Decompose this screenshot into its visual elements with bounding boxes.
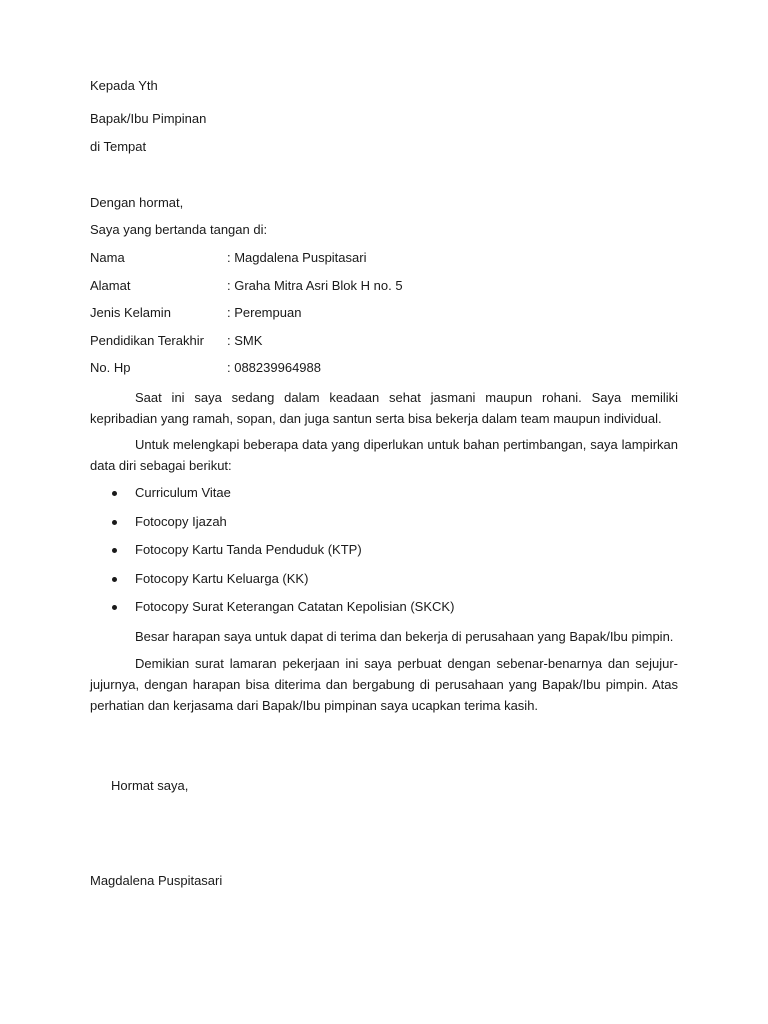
signature-name: Magdalena Puspitasari (90, 873, 223, 888)
paragraph-hope: Besar harapan saya untuk dapat di terima dan bekerja di perusahaan yang Bapak/Ibu pimpin. (135, 629, 674, 644)
field-label-nama: Nama (90, 250, 125, 265)
field-label-pendidikan: Pendidikan Terakhir (90, 333, 204, 348)
attachment-label: Fotocopy Kartu Keluarga (KK) (135, 570, 309, 586)
paragraph-closing: Demikian surat lamaran pekerjaan ini saya perbuat dengan sebenar-benarnya dan sejujur-jujurnya, dengan harapan bisa diterima dan bergabung di perusahaan yang Bapak/Ibu pimpin. Atas perhatian dan kerjasama dari Bapak/Ibu pimpinan saya ucapkan terima kasih. (90, 656, 678, 713)
recipient-line-3: di Tempat (90, 139, 147, 154)
field-value-jenis-kelamin: : Perempuan (227, 305, 302, 320)
field-value-alamat: : Graha Mitra Asri Blok H no. 5 (227, 278, 403, 293)
intro-line: Saya yang bertanda tangan di: (90, 222, 268, 237)
bullet-icon (112, 548, 117, 553)
field-value-no-hp: : 088239964988 (227, 360, 321, 375)
attachment-label: Fotocopy Kartu Tanda Penduduk (KTP) (135, 542, 362, 558)
field-label-jenis-kelamin: Jenis Kelamin (90, 305, 171, 320)
closing-salutation: Hormat saya, (111, 778, 189, 793)
field-label-no-hp: No. Hp (90, 360, 131, 375)
recipient-line-2: Bapak/Ibu Pimpinan (90, 111, 207, 126)
bullet-icon (112, 491, 117, 496)
paragraph-attachments-intro: Untuk melengkapi beberapa data yang diperlukan untuk bahan pertimbangan, saya lampirkan data diri sebagai berikut: (90, 437, 678, 473)
attachment-label: Fotocopy Surat Keterangan Catatan Kepolisian (SKCK) (135, 599, 455, 615)
attachment-label: Curriculum Vitae (135, 485, 231, 500)
field-value-pendidikan: : SMK (227, 333, 263, 348)
greeting: Dengan hormat, (90, 195, 184, 210)
bullet-icon (112, 577, 117, 582)
attachment-label: Fotocopy Ijazah (135, 513, 227, 529)
field-value-nama: : Magdalena Puspitasari (227, 250, 367, 265)
bullet-icon (112, 520, 117, 525)
recipient-line-1: Kepada Yth (90, 78, 158, 93)
paragraph-health: Saat ini saya sedang dalam keadaan sehat jasmani maupun rohani. Saya memiliki kepribadian yang ramah, sopan, dan juga santun serta bisa bekerja dalam team maupun individual. (90, 390, 678, 426)
field-label-alamat: Alamat (90, 278, 131, 293)
bullet-icon (112, 605, 117, 610)
